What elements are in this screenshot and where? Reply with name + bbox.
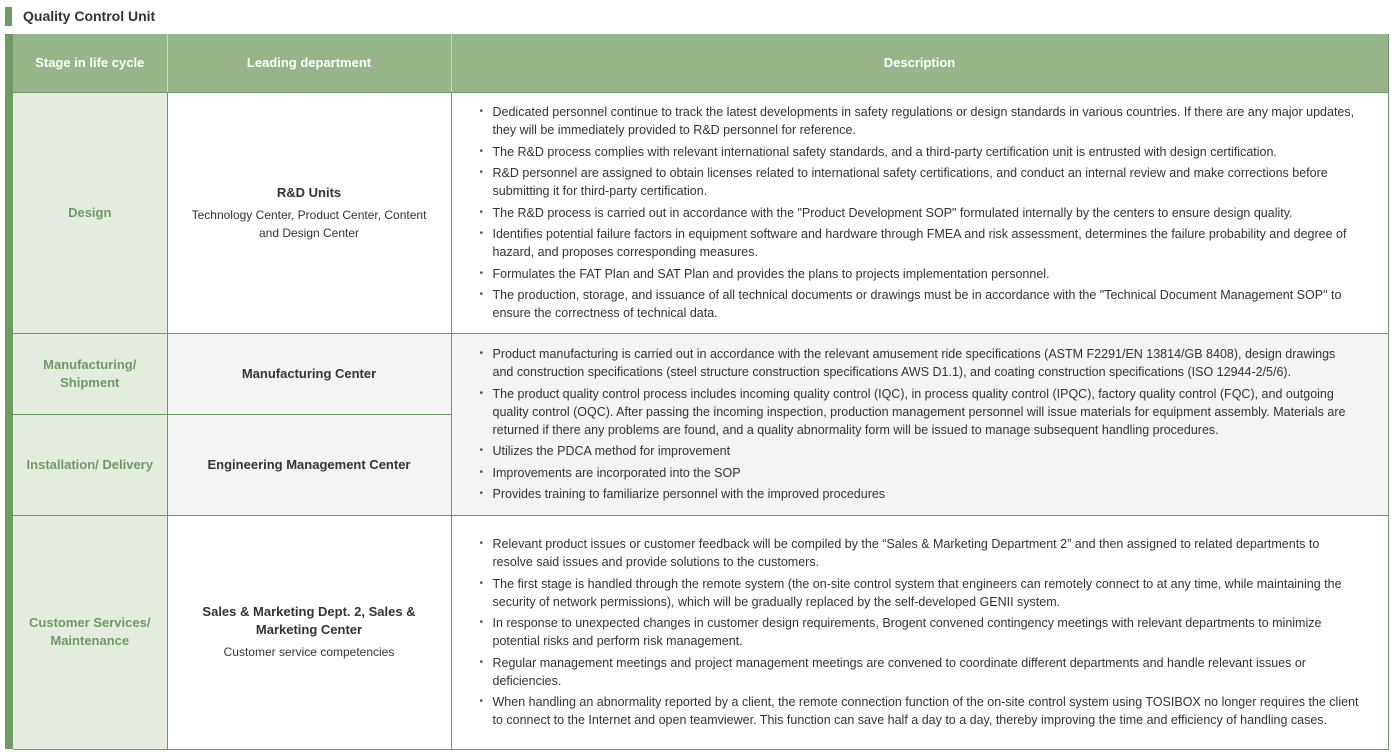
department-cell	[167, 414, 451, 515]
department-cell	[167, 515, 451, 749]
description-list	[480, 345, 1360, 503]
list-item: • The production, storage, and issuance of all technical documents or drawings must be in accordance with the "Technical Document Management SOP" to ensure the correctness of technical data.	[479, 288, 1342, 321]
list-item: • When handling an abnormality reported by a client, the remote connection function of the on-site control system using TOSIBOX no longer requires the client to connect to the Internet and open teamviewer. This function can save half a day to a day, thereby improving the time and efficiency of handling cases.	[479, 695, 1359, 728]
list-item: • Regular management meetings and project management meetings are convened to coordinate different departments and handle relevant issues or deficiencies.	[479, 655, 1306, 688]
list-item: • The R&D process is carried out in accordance with the "Product Development SOP" formulated internally by the centers to ensure design quality.	[479, 205, 1293, 220]
stage-cell: Manufacturing/ Shipment	[13, 333, 167, 414]
description-cell	[451, 92, 1388, 333]
list-item: • Relevant product issues or customer feedback will be compiled by the “Sales & Marketing Department 2” and then assigned to related departments to resolve said issues and provide solutions to the customers.	[479, 537, 1320, 570]
list-item: • Improvements are incorporated into the SOP	[479, 465, 741, 480]
department-subunits: Technology Center, Product Center, Content and Design Center	[191, 207, 427, 240]
quality-control-table	[13, 34, 1389, 750]
description-cell	[451, 333, 1388, 515]
stage-cell: Design	[13, 92, 167, 333]
list-item: • Utilizes the PDCA method for improvement	[479, 444, 731, 459]
list-item: • The first stage is handled through the remote system (the on-site control system that engineers can remotely connect to at any time, while maintaining the security of network permissions), which will be gradually replaced by the self-developed GENII system.	[479, 576, 1342, 609]
list-item: • Product manufacturing is carried out in accordance with the relevant amusement ride specifications (ASTM F2291/EN 13814/GB 8408), design drawings and construction specifications (steel structure construction specifications AWS D1.1), and coating construction specifications (ISO 12944-2/5/6).	[479, 347, 1336, 380]
department-name: Sales & Marketing Dept. 2, Sales & Marketing Center	[202, 604, 416, 637]
department-cell	[167, 333, 451, 414]
stage-cell: Installation/ Delivery	[13, 414, 167, 515]
department-cell	[167, 92, 451, 333]
list-item: • R&D personnel are assigned to obtain licenses related to international safety certifications, and conduct an internal review and make corrections before submitting it for third-party certification.	[479, 166, 1328, 199]
description-list	[480, 103, 1360, 322]
list-item: • The R&D process complies with relevant international safety standards, and a third-party certification unit is entrusted with design certification.	[479, 144, 1277, 159]
table-row-manufacturing	[13, 333, 1388, 414]
list-item: • Provides training to familiarize personnel with the improved procedures	[479, 487, 886, 502]
list-item: • Identifies potential failure factors in equipment software and hardware through FMEA and risk assessment, determines the failure probability and degree of hazard, and proposes corresponding measures.	[479, 227, 1347, 260]
header-stage: Stage in life cycle	[13, 34, 167, 92]
page-title: Quality Control Unit	[23, 8, 156, 24]
department-name: R&D Units	[276, 184, 342, 200]
list-item: • Formulates the FAT Plan and SAT Plan and provides the plans to projects implementation personnel.	[479, 266, 1050, 281]
department-subunits: Customer service competencies	[223, 645, 395, 659]
header-department: Leading department	[167, 34, 451, 92]
header-description: Description	[451, 34, 1388, 92]
table-header-row	[13, 34, 1388, 92]
description-list	[480, 535, 1360, 729]
table-row-customer-services	[13, 515, 1388, 749]
list-item: • The product quality control process includes incoming quality control (IQC), in process quality control (IPQC), factory quality control (FQC), and outgoing quality control (OQC). After passing the incoming inspection, production management personnel will issue materials for equipment assembly. Materials are returned if there any problems are found, and a quality abnormality form will be issued to manage subsequent handling procedures.	[479, 386, 1346, 437]
department-name: Manufacturing Center	[241, 365, 377, 381]
stage-cell: Customer Services/ Maintenance	[13, 515, 167, 749]
section-header	[5, 6, 155, 26]
table-row-design	[13, 92, 1388, 333]
title-accent-bar	[5, 7, 12, 26]
description-cell	[451, 515, 1388, 749]
quality-control-table-container	[5, 34, 1388, 749]
department-name: Engineering Management Center	[207, 456, 411, 472]
list-item: • Dedicated personnel continue to track the latest developments in safety regulations or design standards in various countries. If there are any major updates, they will be immediately provided to R&D personnel for reference.	[479, 105, 1355, 138]
list-item: • In response to unexpected changes in customer design requirements, Brogent convened contingency meetings with relevant departments to minimize potential risks and perform risk management.	[479, 616, 1322, 649]
